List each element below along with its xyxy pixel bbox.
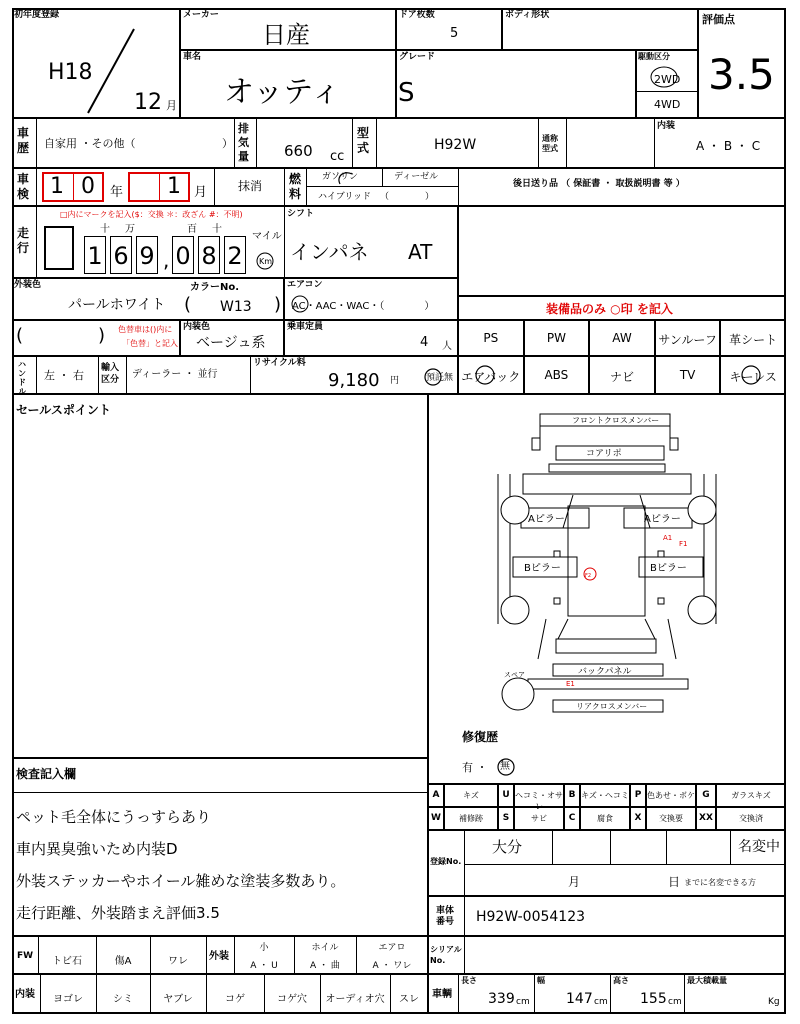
diagram-back-panel: バックパネル — [578, 667, 632, 677]
equipment-title: 装備品のみ ○印 を記入 — [546, 302, 673, 316]
exterior-color-label: 外装色 — [14, 280, 42, 290]
fuel-gasoline-circle — [334, 168, 358, 188]
fw-wheel-label: ホイル — [311, 943, 339, 953]
score-value: 3.5 — [708, 50, 775, 99]
type-label: 型式 — [357, 126, 370, 155]
inspection-notes-label: 検査記入欄 — [16, 767, 77, 781]
drive-label: 駆動区分 — [638, 52, 670, 61]
body-label: ボディ形状 — [505, 10, 550, 20]
mileage-digit-2: 6 — [110, 236, 132, 274]
doors-value: 5 — [450, 26, 459, 41]
fuel-hybrid-paren: （ ） — [380, 192, 435, 202]
vin-value: H92W-0054123 — [476, 909, 586, 925]
grade-label: グレード — [399, 52, 436, 62]
mileage-unit-10k-plus: 十 — [100, 224, 110, 235]
reg-place: 大分 — [492, 838, 523, 856]
shift-type: AT — [408, 240, 433, 264]
height-label: 高さ — [613, 976, 629, 985]
equipment-mark-circle — [739, 363, 763, 387]
max-load-unit: Kg — [768, 997, 780, 1007]
fw-exterior-label: 外装 — [209, 951, 229, 962]
legend-item: B — [568, 790, 576, 800]
diagram-core-support: コアリポ — [586, 449, 622, 459]
legend-item: ガラスキズ — [731, 791, 771, 800]
doors-label: ドア枚数 — [399, 10, 435, 20]
ac-circle — [289, 294, 311, 314]
inspection-month-unit: 月 — [194, 185, 208, 200]
displacement-label: 排気量 — [238, 122, 249, 163]
shift-position: インパネ — [290, 240, 369, 264]
handle-label: ハンドル — [18, 360, 26, 396]
fw-cell-2: 傷A — [114, 956, 132, 967]
color-no-label: カラーNo. — [190, 282, 240, 293]
diagram-mark-f2: F2 — [585, 573, 592, 579]
legend-item: A — [432, 790, 440, 800]
first-reg-month: 12 — [134, 90, 162, 115]
legend-item: XX — [699, 813, 713, 823]
fw-wheel-value: A ・ 曲 — [310, 961, 340, 971]
fw-label: FW — [17, 951, 34, 961]
equipment-item: ナビ — [609, 370, 634, 384]
history-label: 車歴 — [17, 126, 30, 155]
handle-value: 左 ・ 右 — [44, 369, 84, 382]
fw-aero-label: エアロ — [378, 943, 406, 953]
first-reg-year: H18 — [48, 60, 93, 85]
interior-grades: A ・ B ・ C — [696, 139, 761, 153]
serial-area — [428, 936, 786, 974]
fuel-label: 燃料 — [289, 172, 302, 201]
mileage-label: 走行 — [17, 226, 30, 255]
fw-aero-value: A ・ ワレ — [372, 961, 412, 971]
ac-options: AC・AAC・WAC・（ ） — [292, 301, 435, 312]
inspection-year-unit: 年 — [110, 185, 124, 200]
mileage-note: □内にマークを記入($：交換 ＊：改ざん #：不明) — [60, 210, 243, 219]
equipment-item: PS — [483, 331, 499, 345]
reg-day: 日 — [668, 875, 681, 889]
diagram-mark-f1: F1 — [679, 540, 688, 548]
inspection-note-4: 走行距離、外装踏まえ評価3.5 — [16, 904, 220, 922]
inspection-label: 車検 — [17, 172, 30, 201]
car-body-diagram — [428, 394, 786, 734]
diagram-front-cross: フロントクロスメンバー — [572, 416, 660, 425]
mileage-unit-10: 十 — [212, 224, 222, 235]
recycle-label: リサイクル料 — [253, 358, 306, 368]
inspection-year-d1: 1 — [50, 174, 64, 199]
drive-2wd-circle — [648, 64, 680, 90]
reg-deadline: までに名変できる方 — [684, 878, 756, 887]
mileage-mark-box — [44, 226, 74, 270]
height-unit: cm — [668, 997, 682, 1007]
interior-item: オーディオ穴 — [325, 994, 385, 1005]
inspection-note-2: 車内異臭強いため内装D — [16, 840, 178, 858]
length-unit: cm — [516, 997, 530, 1007]
shift-label: シフト — [287, 209, 315, 219]
maker-value: 日産 — [262, 21, 310, 49]
fw-cell-3: ワレ — [168, 956, 188, 967]
equipment-item: サンルーフ — [658, 333, 717, 347]
import-label: 輸入区分 — [101, 363, 120, 385]
sales-points-area — [12, 394, 428, 758]
diagram-rear-cross: リアクロスメンバー — [576, 702, 648, 711]
legend-item: U — [502, 790, 510, 800]
reg-no-label: 登録No. — [430, 857, 462, 866]
repair-label: 修復歴 — [462, 730, 499, 744]
diagram-b-pillar-left: Bピラー — [524, 563, 561, 574]
interior-color-label: 内装色 — [183, 322, 211, 332]
color-no-open: ( — [184, 294, 192, 315]
color-change-note-1: 色替車は()内に — [118, 325, 173, 334]
model-name-value: オッティ — [224, 75, 341, 110]
color-no-value: W13 — [220, 299, 252, 315]
interior-item: コゲ穴 — [277, 994, 307, 1005]
width-label: 幅 — [537, 976, 545, 985]
sales-points-label: セールスポイント — [16, 403, 111, 417]
mileage-unit-100: 百 — [187, 224, 197, 235]
equipment-item: 革シート — [729, 333, 778, 347]
import-value: ディーラー ・ 並行 — [132, 369, 218, 380]
dimensions-area — [428, 974, 786, 1014]
model-name-label: 車名 — [183, 52, 202, 62]
interior-item: ヨゴレ — [53, 994, 83, 1005]
repair-value: 有 ・ — [462, 761, 488, 774]
legend-item: 補修跡 — [459, 814, 483, 823]
inspection-year-d2: 0 — [81, 174, 95, 199]
equipment-item: エアバック — [461, 370, 521, 384]
width-unit: cm — [594, 997, 608, 1007]
first-reg-slash — [80, 25, 140, 117]
equipment-item: ABS — [544, 368, 569, 382]
interior-item: シミ — [113, 994, 133, 1005]
repair-none-circle — [495, 756, 517, 778]
vin-label: 車体番号 — [436, 906, 455, 927]
mileage-digit-4: 0 — [172, 236, 194, 274]
fuel-gasoline: ガソリン — [322, 172, 359, 182]
capacity-unit: 人 — [442, 341, 452, 352]
dimensions-label: 車輌 — [432, 989, 452, 1000]
reg-name-change: 名変中 — [738, 839, 780, 855]
legend-item: サビ — [531, 814, 547, 823]
diagram-mark-a1: A1 — [663, 534, 673, 542]
mileage-comma: , — [163, 248, 170, 272]
interior-item: スレ — [399, 994, 419, 1005]
exterior-color-value: パールホワイト — [68, 297, 166, 313]
later-items-label: 後日送り品 （ 保証書 ・ 取扱説明書 等 ） — [513, 179, 685, 189]
legend-item: P — [634, 790, 642, 800]
equipment-item: AW — [612, 331, 632, 345]
legend-item: キズ・ヘコミ — [581, 791, 629, 800]
color-change-open: ( — [16, 325, 24, 346]
common-type-label: 通称型式 — [542, 134, 558, 153]
fw-small-value: A ・ U — [250, 961, 278, 971]
interior-row-label: 内装 — [15, 989, 35, 1000]
mileage-unit-10k: 万 — [125, 224, 135, 235]
inspection-month-d2: 1 — [167, 174, 181, 199]
capacity-label: 乗車定員 — [287, 322, 324, 332]
length-value: 339 — [488, 991, 515, 1007]
length-label: 長さ — [461, 976, 477, 985]
drive-2wd: 2WD — [654, 73, 681, 86]
color-no-close: ) — [274, 294, 282, 315]
width-value: 147 — [566, 991, 593, 1007]
height-value: 155 — [640, 991, 667, 1007]
inspection-note-1: ペット毛全体にうっすらあり — [16, 808, 212, 826]
diagram-a-pillar-left: Aピラー — [528, 514, 565, 525]
maker-label: メーカー — [183, 10, 219, 20]
mileage-digit-5: 8 — [198, 236, 220, 274]
legend-item: 交換済 — [739, 814, 763, 823]
mileage-mile: マイル — [252, 231, 282, 242]
ac-label: エアコン — [287, 280, 323, 290]
fuel-diesel: ディーゼル — [394, 172, 439, 182]
fw-cell-1: トビ石 — [52, 956, 82, 967]
capacity-value: 4 — [420, 335, 429, 350]
legend-item: ヘコミ・オサレ — [515, 791, 563, 811]
mileage-digit-1: 1 — [84, 236, 106, 274]
grade-value: S — [398, 78, 415, 108]
later-items-area — [458, 206, 786, 296]
legend-item: X — [634, 813, 642, 823]
inspection-note-3: 外装ステッカーやホイール雑めな塗装多数あり。 — [16, 872, 346, 890]
mileage-digit-3: 9 — [136, 236, 158, 274]
repair-none: 無 — [500, 761, 510, 772]
interior-item: ヤブレ — [163, 994, 193, 1005]
legend-item: 色あせ・ボケ — [647, 791, 695, 800]
equipment-mark-circle — [473, 363, 497, 387]
history-value: 自家用 ・その他（ — [44, 137, 136, 150]
history-close: ） — [222, 137, 233, 150]
legend-item: C — [568, 813, 576, 823]
equipment-item: キーレス — [729, 370, 777, 384]
diagram-spare: スペア — [504, 671, 525, 679]
legend-item: 腐食 — [597, 814, 613, 823]
diagram-b-pillar-right: Bピラー — [650, 563, 687, 574]
drive-4wd: 4WD — [654, 98, 681, 111]
first-reg-label: 初年度登録 — [14, 10, 60, 20]
diagram-a-pillar-right: Aピラー — [644, 514, 681, 525]
legend-item: G — [702, 790, 710, 800]
score-label: 評価点 — [702, 13, 735, 26]
fw-small-label: 小 — [259, 943, 269, 953]
inspection-cancel: 抹消 — [238, 179, 263, 193]
legend-item: キズ — [463, 791, 479, 800]
legend-item: W — [431, 813, 441, 823]
type-value: H92W — [434, 137, 477, 153]
color-change-note-2: 「色替」と記入 — [122, 339, 178, 348]
recycle-deposit: 預託無 — [426, 373, 454, 383]
interior-item: コゲ — [225, 994, 245, 1005]
interior-label: 内装 — [657, 121, 676, 131]
displacement-cc: cc — [330, 149, 345, 164]
mileage-km-circle — [254, 251, 276, 271]
reg-month: 月 — [568, 875, 581, 889]
displacement-value: 660 — [284, 142, 313, 160]
legend-item: S — [502, 813, 510, 823]
mileage-digit-6: 2 — [224, 236, 246, 274]
interior-color-value: ベージュ系 — [196, 335, 266, 351]
serial-label: シリアルNo. — [430, 945, 462, 965]
max-load-label: 最大積載量 — [687, 976, 727, 985]
fuel-hybrid: ハイブリッド — [318, 192, 372, 202]
legend-item: 交換要 — [659, 814, 683, 823]
equipment-item: PW — [546, 331, 566, 345]
recycle-deposit-circle — [422, 366, 444, 388]
first-reg-month-unit: 月 — [166, 99, 177, 112]
color-change-close: ) — [98, 325, 106, 346]
recycle-value: 9,180 — [328, 370, 380, 391]
recycle-yen: 円 — [390, 376, 400, 386]
mileage-km: Km — [259, 257, 273, 266]
diagram-mark-e1: E1 — [566, 680, 575, 688]
equipment-item: TV — [679, 368, 696, 382]
